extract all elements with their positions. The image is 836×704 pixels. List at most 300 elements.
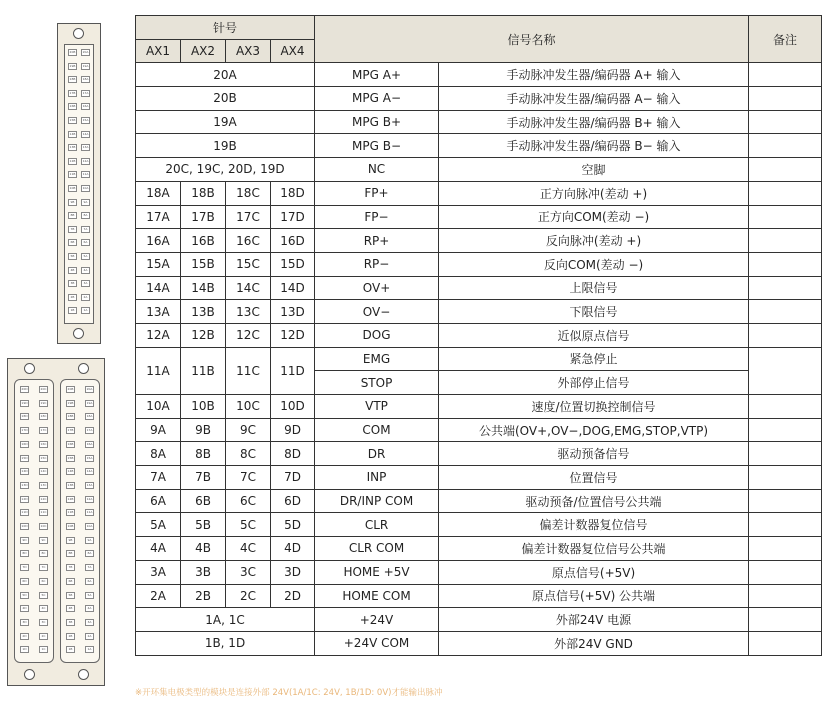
- table-row: [136, 300, 822, 324]
- table-row: [136, 347, 822, 371]
- mount-hole-bottom-left: [24, 669, 35, 680]
- remark-cell: [749, 205, 822, 229]
- signal-description: 正方向COM(差动 −): [439, 205, 749, 229]
- signal-description: 公共端(OV+,OV−,DOG,EMG,STOP,VTP): [439, 418, 749, 442]
- connector-pin: 4C: [39, 605, 48, 612]
- remark-cell: [749, 584, 822, 608]
- remark-cell: [749, 229, 822, 253]
- connector-shell: [64, 44, 94, 324]
- connector-pin: 16A: [86, 441, 93, 446]
- signal-description: 反向COM(差动 −): [439, 252, 749, 276]
- pin-cell: 13C: [226, 300, 271, 324]
- mount-hole-top-right: [78, 363, 89, 374]
- connector-pin: 2B: [66, 633, 75, 640]
- connector-pin: 16B: [67, 441, 74, 446]
- connector-pin: 10B: [69, 186, 76, 190]
- pin-cell: 15D: [271, 252, 315, 276]
- pin-cell: 3C: [226, 560, 271, 584]
- connector-pin: 4A: [85, 605, 94, 612]
- connector-pin: 14A: [82, 131, 89, 136]
- table-row: [136, 442, 822, 466]
- signal-code: DR/INP COM: [315, 489, 439, 513]
- signal-code: MPG B−: [315, 134, 439, 158]
- connector-pin: 7A: [85, 564, 94, 571]
- pin-assignment-table: [135, 15, 822, 656]
- connector-pin: 10A: [82, 186, 89, 190]
- pin-cell: 18A: [136, 181, 181, 205]
- signal-description: 位置信号: [439, 466, 749, 490]
- connector-4axis: [7, 358, 105, 686]
- connector-pin: 5B: [66, 592, 75, 599]
- connector-pin: 1C: [39, 646, 48, 653]
- table-row: [136, 631, 822, 655]
- pin-cell: 9D: [271, 418, 315, 442]
- signal-code: +24V COM: [315, 631, 439, 655]
- connector-pin: 1A: [85, 646, 94, 653]
- connector-pin: 12C: [40, 496, 47, 501]
- table-row: [136, 229, 822, 253]
- connector-pin: 20A: [86, 387, 93, 391]
- pin-cell: 11A: [136, 347, 181, 394]
- signal-code: OV+: [315, 276, 439, 300]
- remark-cell: [749, 300, 822, 324]
- connector-pin: 14B: [69, 131, 76, 136]
- pin-cell: 14D: [271, 276, 315, 300]
- pin-cell: 10A: [136, 395, 181, 419]
- connector-pin: 12A: [86, 496, 93, 501]
- connector-pin: 8B: [66, 550, 75, 557]
- connector-pin: 11B: [69, 172, 76, 177]
- connector-2axis: [57, 23, 101, 344]
- signal-description: 空脚: [439, 158, 749, 182]
- connector-pin: 10D: [21, 524, 28, 528]
- connector-shell-left: [14, 379, 54, 663]
- connector-pin: 15B: [69, 118, 76, 122]
- connector-pin: 17D: [21, 428, 28, 433]
- signal-code: +24V: [315, 608, 439, 632]
- pin-cell: 10C: [226, 395, 271, 419]
- connector-pin: 18B: [67, 414, 74, 419]
- connector-pin: 8A: [81, 212, 90, 219]
- signal-code: HOME +5V: [315, 560, 439, 584]
- pin-cell: 16A: [136, 229, 181, 253]
- connector-pin: 9D: [20, 537, 29, 544]
- connector-pin: 20B: [67, 387, 74, 391]
- pin-cell: 12A: [136, 323, 181, 347]
- table-row: [136, 489, 822, 513]
- connector-pin: 9B: [68, 199, 77, 206]
- pin-cell: 15A: [136, 252, 181, 276]
- signal-description: 近似原点信号: [439, 323, 749, 347]
- connector-pin: 17B: [67, 428, 74, 433]
- signal-code: RP+: [315, 229, 439, 253]
- table-row: [136, 584, 822, 608]
- connector-pin: 3D: [20, 619, 29, 626]
- signal-code: VTP: [315, 395, 439, 419]
- pin-cell: 18B: [181, 181, 226, 205]
- connector-pin: 18D: [21, 414, 28, 419]
- connector-pin: 19C: [40, 400, 47, 405]
- remark-cell: [749, 276, 822, 300]
- connector-pin: 8C: [39, 550, 48, 557]
- signal-code: DOG: [315, 323, 439, 347]
- signal-code: MPG B+: [315, 110, 439, 134]
- table-row: [136, 87, 822, 111]
- connector-pin: 18A: [82, 77, 89, 82]
- pin-cell: 5D: [271, 513, 315, 537]
- connector-pin: 17A: [82, 90, 89, 95]
- connector-pin: 16C: [40, 441, 47, 446]
- pin-cell: 3D: [271, 560, 315, 584]
- connector-pin: 3B: [66, 619, 75, 626]
- connector-pin: 15D: [21, 455, 28, 460]
- remark-cell: [749, 134, 822, 158]
- connector-pin: 15A: [86, 455, 93, 460]
- table-row: [136, 134, 822, 158]
- signal-description: 原点信号(+5V) 公共端: [439, 584, 749, 608]
- connector-pin: 5A: [81, 253, 90, 260]
- connector-pin: 1B: [68, 307, 77, 314]
- connector-pin: 13C: [40, 482, 47, 487]
- pin-cell: 17C: [226, 205, 271, 229]
- remark-cell: [749, 323, 822, 347]
- table-row: [136, 110, 822, 134]
- connector-pin: 20A: [82, 50, 89, 54]
- connector-pin: 19A: [86, 400, 93, 405]
- connector-pin: 16B: [69, 104, 76, 109]
- remark-cell: [749, 347, 822, 394]
- signal-description: 手动脉冲发生器/编码器 A− 输入: [439, 87, 749, 111]
- col-ax1: AX1: [136, 39, 181, 63]
- pin-cell: 14C: [226, 276, 271, 300]
- signal-description: 偏差计数器复位信号: [439, 513, 749, 537]
- pin-cell: 4A: [136, 537, 181, 561]
- connector-pin: 11D: [21, 510, 28, 515]
- remark-cell: [749, 110, 822, 134]
- connector-pin: 6B: [66, 578, 75, 585]
- pin-cell: 19A: [136, 110, 315, 134]
- connector-pin: 6D: [20, 578, 29, 585]
- connector-pin: 2C: [39, 633, 48, 640]
- signal-description: 驱动预备信号: [439, 442, 749, 466]
- connector-pin: 19B: [67, 400, 74, 405]
- table-row: [136, 466, 822, 490]
- signal-code: RP−: [315, 252, 439, 276]
- connector-pin: 17A: [86, 428, 93, 433]
- pin-cell: 16B: [181, 229, 226, 253]
- connector-pin: 19D: [21, 400, 28, 405]
- table-row: [136, 181, 822, 205]
- signal-code: INP: [315, 466, 439, 490]
- connector-pin: 2A: [81, 294, 90, 301]
- connector-pin: 10C: [40, 524, 47, 528]
- mount-hole-top: [73, 28, 84, 39]
- connector-pin: 15C: [40, 455, 47, 460]
- connector-pin: 14B: [67, 469, 74, 474]
- pin-cell: 1B, 1D: [136, 631, 315, 655]
- signal-description: 手动脉冲发生器/编码器 A+ 输入: [439, 63, 749, 87]
- pin-cell: 18D: [271, 181, 315, 205]
- table-row: [136, 537, 822, 561]
- connector-pin: 11A: [82, 172, 89, 177]
- connector-pin: 7A: [81, 226, 90, 233]
- connector-pin: 12B: [67, 496, 74, 501]
- connector-pin: 17C: [40, 428, 47, 433]
- connector-pin: 18A: [86, 414, 93, 419]
- connector-pin: 8B: [68, 212, 77, 219]
- mount-hole-bottom-right: [78, 669, 89, 680]
- connector-pin: 10B: [67, 524, 74, 528]
- pin-cell: 9A: [136, 418, 181, 442]
- remark-cell: [749, 537, 822, 561]
- connector-pin: 1B: [66, 646, 75, 653]
- remark-cell: [749, 418, 822, 442]
- connector-pin: 17B: [69, 90, 76, 95]
- connector-pin: 9A: [85, 537, 94, 544]
- signal-code: HOME COM: [315, 584, 439, 608]
- connector-pin: 7B: [66, 564, 75, 571]
- pin-cell: 16C: [226, 229, 271, 253]
- connector-pin: 16A: [82, 104, 89, 109]
- connector-pin: 4A: [81, 267, 90, 274]
- pin-cell: 4C: [226, 537, 271, 561]
- pin-cell: 2A: [136, 584, 181, 608]
- pin-cell: 9C: [226, 418, 271, 442]
- pin-cell: 12D: [271, 323, 315, 347]
- connector-pin: 11A: [86, 510, 93, 515]
- mount-hole-bottom: [73, 328, 84, 339]
- connector-pin: 7B: [68, 226, 77, 233]
- connector-pin: 5C: [39, 592, 48, 599]
- signal-code: DR: [315, 442, 439, 466]
- pin-cell: 12C: [226, 323, 271, 347]
- signal-code: FP−: [315, 205, 439, 229]
- connector-pin: 18C: [40, 414, 47, 419]
- connector-pin: 5A: [85, 592, 94, 599]
- connector-pin: 12D: [21, 496, 28, 501]
- table-row: [136, 513, 822, 537]
- connector-pin: 5B: [68, 253, 77, 260]
- signal-code: CLR: [315, 513, 439, 537]
- pin-cell: 3A: [136, 560, 181, 584]
- pin-cell: 8B: [181, 442, 226, 466]
- connector-pin: 3A: [81, 280, 90, 287]
- signal-description: 偏差计数器复位信号公共端: [439, 537, 749, 561]
- signal-description: 外部24V GND: [439, 631, 749, 655]
- signal-description: 驱动预备/位置信号公共端: [439, 489, 749, 513]
- signal-code: OV−: [315, 300, 439, 324]
- pin-cell: 14A: [136, 276, 181, 300]
- signal-code: FP+: [315, 181, 439, 205]
- pin-cell: 11C: [226, 347, 271, 394]
- col-ax4: AX4: [271, 39, 315, 63]
- pin-cell: 20C, 19C, 20D, 19D: [136, 158, 315, 182]
- signal-description: 手动脉冲发生器/编码器 B− 输入: [439, 134, 749, 158]
- signal-description: 外部24V 电源: [439, 608, 749, 632]
- connector-pin: 11C: [40, 510, 47, 515]
- connector-pin: 4D: [20, 605, 29, 612]
- signal-code: STOP: [315, 371, 439, 395]
- connector-pin: 9A: [81, 199, 90, 206]
- pin-cell: 8A: [136, 442, 181, 466]
- pin-cell: 15C: [226, 252, 271, 276]
- connector-pin: 14D: [21, 469, 28, 474]
- connector-pin: 7C: [39, 564, 48, 571]
- signal-description: 紧急停止: [439, 347, 749, 371]
- pin-cell: 13A: [136, 300, 181, 324]
- signal-code: MPG A+: [315, 63, 439, 87]
- connector-pin: 3C: [39, 619, 48, 626]
- remark-cell: [749, 631, 822, 655]
- table-row: [136, 418, 822, 442]
- connector-pin: 16D: [21, 441, 28, 446]
- table-row: [136, 158, 822, 182]
- signal-description: 反向脉冲(差动 +): [439, 229, 749, 253]
- table-row: [136, 560, 822, 584]
- pin-cell: 13D: [271, 300, 315, 324]
- connector-pin: 2B: [68, 294, 77, 301]
- signal-description: 原点信号(+5V): [439, 560, 749, 584]
- pin-cell: 4B: [181, 537, 226, 561]
- pin-cell: 14B: [181, 276, 226, 300]
- pin-cell: 6B: [181, 489, 226, 513]
- connector-pin: 14C: [40, 469, 47, 474]
- connector-pin: 1A: [81, 307, 90, 314]
- remark-cell: [749, 158, 822, 182]
- remark-cell: [749, 442, 822, 466]
- pin-cell: 13B: [181, 300, 226, 324]
- pin-cell: 7C: [226, 466, 271, 490]
- remark-cell: [749, 513, 822, 537]
- table-row: [136, 395, 822, 419]
- table-row: [136, 276, 822, 300]
- pin-cell: 7A: [136, 466, 181, 490]
- connector-pin: 1D: [20, 646, 29, 653]
- pin-cell: 5C: [226, 513, 271, 537]
- connector-pin: 12B: [69, 158, 76, 163]
- remark-cell: [749, 181, 822, 205]
- connector-pin: 3B: [68, 280, 77, 287]
- pin-cell: 11D: [271, 347, 315, 394]
- pin-cell: 6A: [136, 489, 181, 513]
- pin-cell: 6C: [226, 489, 271, 513]
- remark-cell: [749, 87, 822, 111]
- connector-pin: 2D: [20, 633, 29, 640]
- connector-pin: 8A: [85, 550, 94, 557]
- pin-cell: 2D: [271, 584, 315, 608]
- pin-cell: 10D: [271, 395, 315, 419]
- table-row: [136, 252, 822, 276]
- connector-pin: 4B: [66, 605, 75, 612]
- signal-description: 手动脉冲发生器/编码器 B+ 输入: [439, 110, 749, 134]
- remark-cell: [749, 395, 822, 419]
- signal-name-header: 信号名称: [315, 16, 749, 63]
- connector-pin: 13B: [69, 145, 76, 150]
- pin-cell: 16D: [271, 229, 315, 253]
- pin-cell: 8D: [271, 442, 315, 466]
- pin-cell: 6D: [271, 489, 315, 513]
- pin-cell: 17D: [271, 205, 315, 229]
- connector-pin: 13A: [82, 145, 89, 150]
- col-ax2: AX2: [181, 39, 226, 63]
- connector-pin: 15A: [82, 118, 89, 122]
- pin-cell: 4D: [271, 537, 315, 561]
- pin-cell: 7B: [181, 466, 226, 490]
- connector-pin: 15B: [67, 455, 74, 460]
- connector-pin: 20C: [40, 387, 47, 391]
- signal-code: MPG A−: [315, 87, 439, 111]
- connector-pin: 19A: [82, 63, 89, 68]
- connector-pin: 3A: [85, 619, 94, 626]
- connector-pin: 8D: [20, 550, 29, 557]
- pin-cell: 20A: [136, 63, 315, 87]
- signal-description: 外部停止信号: [439, 371, 749, 395]
- connector-pin: 7D: [20, 564, 29, 571]
- signal-description: 正方向脉冲(差动 +): [439, 181, 749, 205]
- remark-cell: [749, 608, 822, 632]
- signal-description: 下限信号: [439, 300, 749, 324]
- remark-cell: [749, 252, 822, 276]
- connector-pin: 14A: [86, 469, 93, 474]
- connector-pin: 19B: [69, 63, 76, 68]
- connector-pin: 20D: [21, 387, 28, 391]
- connector-pin: 12A: [82, 158, 89, 163]
- table-row: [136, 205, 822, 229]
- pin-number-header: 针号: [136, 16, 315, 40]
- col-ax3: AX3: [226, 39, 271, 63]
- connector-pin: 13A: [86, 482, 93, 487]
- connector-pin: 6A: [81, 239, 90, 246]
- signal-code: CLR COM: [315, 537, 439, 561]
- pin-cell: 8C: [226, 442, 271, 466]
- footnote: ※开环集电极类型的模块是连接外部 24V(1A/1C: 24V, 1B/1D: 0V)才能输出脉冲: [135, 688, 443, 698]
- pin-cell: 10B: [181, 395, 226, 419]
- remark-header: 备注: [749, 16, 822, 63]
- connector-pin: 18B: [69, 77, 76, 82]
- pin-cell: 19B: [136, 134, 315, 158]
- connector-pin: 6C: [39, 578, 48, 585]
- pin-cell: 5B: [181, 513, 226, 537]
- signal-code: EMG: [315, 347, 439, 371]
- table-row: [136, 323, 822, 347]
- pin-cell: 17A: [136, 205, 181, 229]
- mount-hole-top-left: [24, 363, 35, 374]
- table-row: [136, 608, 822, 632]
- pin-cell: 12B: [181, 323, 226, 347]
- connector-pin: 2A: [85, 633, 94, 640]
- pin-cell: 2C: [226, 584, 271, 608]
- pin-cell: 18C: [226, 181, 271, 205]
- connector-pin: 13B: [67, 482, 74, 487]
- table-row: [136, 63, 822, 87]
- pin-cell: 2B: [181, 584, 226, 608]
- signal-description: 速度/位置切换控制信号: [439, 395, 749, 419]
- connector-pin: 11B: [67, 510, 74, 515]
- connector-pin: 5D: [20, 592, 29, 599]
- remark-cell: [749, 560, 822, 584]
- signal-description: 上限信号: [439, 276, 749, 300]
- remark-cell: [749, 466, 822, 490]
- connector-pin: 9C: [39, 537, 48, 544]
- remark-cell: [749, 63, 822, 87]
- remark-cell: [749, 489, 822, 513]
- connector-pin: 20B: [69, 50, 76, 54]
- connector-pin: 6A: [85, 578, 94, 585]
- pin-cell: 15B: [181, 252, 226, 276]
- pin-cell: 17B: [181, 205, 226, 229]
- connector-shell-right: [60, 379, 100, 663]
- pin-cell: 11B: [181, 347, 226, 394]
